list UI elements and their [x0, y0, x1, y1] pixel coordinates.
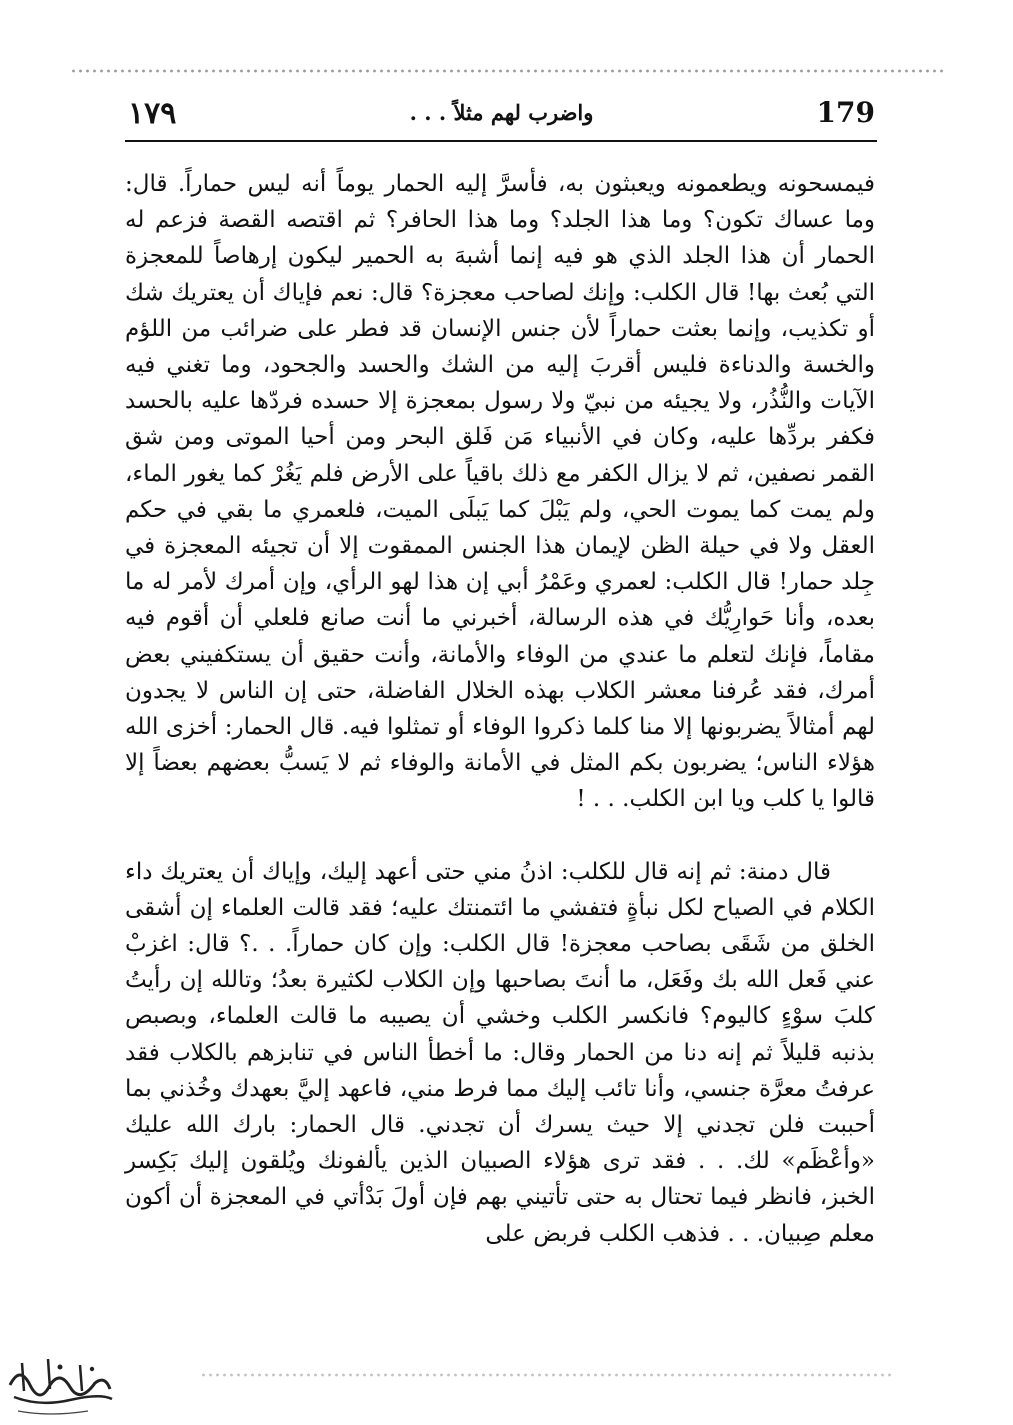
page-number-arabic: ١٧٩ — [128, 96, 177, 131]
paragraph-1: فيمسحونه ويطعمونه ويعبثون به، فأسرَّ إليه الحمار يوماً أنه ليس حماراً. قال: وما عساك تكون؟ وما هذا الجلد؟ وما هذا الحافر؟ ثم اقتصه القصة فزعم له الحمار أن هذا الجلد الذي هو فيه إنما أشبهَ به الحمير ليكون إرهاصاً للمعجزة التي بُعث بها! قال الكلب: وإنك لصاحب معجزة؟ قال: نعم فإياك أن يعتريك شك أو تكذيب، وإنما بعثت حماراً لأن جنس الإنسان قد فطر على ضرائب من اللؤم والخسة والدناءة فليس أقربَ إليه من الشك والحسد والجحود، وما تغني فيه الآيات والنُّذُر، ولا يجيئه من نبيّ ولا رسول بمعجزة إلا حسده فردّها عليه بالحسد فكفر بردِّها عليه، وكان في الأنبياء مَن فَلق البحر ومن أحيا الموتى ومن شق القمر نصفين، ثم لا يزال الكفر مع ذلك باقياً على الأرض فلم يَغُرْ كما يغور الماء، ولم يمت كما يموت الحي، ولم يَبْلَ كما يَبلَى الميت، فلعمري ما بقي في حكم العقل ولا في حيلة الظن لإيمان هذا الجنس الممقوت إلا أن تجيئه المعجزة في جِلد حمار! قال الكلب: لعمري وعَمْرُ أبي إن هذا لهو الرأي، وإن أمرك لأمر له ما بعده، وأنا حَوارِيُّك في هذه الرسالة، أخبرني ما أنت صانع فلعلي أن أقوم فيه مقاماً، فإنك لتعلم ما عندي من الوفاء والأمانة، وأنت حقيق أن يستكفيني بعض أمرك، فقد عُرفنا معشر الكلاب بهذه الخلال الفاضلة، حتى إن الناس لا يجدون لهم أمثالاً يضربونها إلا منا كلما ذكروا الوفاء أو تمثلوا فيه. قال الحمار: أخزى الله هؤلاء الناس؛ يضربون بكم المثل في الأمانة والوفاء ثم لا يَسبُّ بعضهم بعضاً إلا قالوا يا كلب ويا ابن الكلب. . . ! — [125, 171, 875, 813]
header-rule — [125, 140, 877, 142]
top-decorative-dotted-rule — [70, 68, 943, 74]
watermark-logo — [0, 1345, 118, 1425]
page-number-latin: 179 — [816, 96, 875, 129]
page-header — [128, 96, 875, 136]
watermark-calligraphy-icon — [0, 1345, 118, 1425]
bottom-decorative-dotted-rule — [200, 1372, 893, 1378]
page-body — [125, 166, 875, 1252]
running-title: واضرب لهم مثلاً . . . — [409, 100, 594, 125]
paragraph-2: قال دمنة: ثم إنه قال للكلب: اذنُ مني حتى أعهد إليك، وإياك أن يعتريك داء الكلام في الصياح لكل نبأةٍ فتفشي ما ائتمنتك عليه؛ فقد قالت العلماء إن أشقى الخلق من شَقَى بصاحب معجزة! قال الكلب: وإن كان حماراً. . .؟ قال: اغزبْ عني فَعل الله بك وفَعَل، ما أنتَ بصاحبها وإن الكلاب لكثيرة بعدُ؛ وتالله إن رأيتُ كلبَ سوْءٍ كاليوم؟ فانكسر الكلب وخشي أن يصيبه ما قالت العلماء، وبصبص بذنبه قليلاً ثم إنه دنا من الحمار وقال: ما أخطأ الناس في تنابزهم بالكلاب فقد عرفتُ معرَّة جنسي، وأنا تائب إليك مما فرط مني، فاعهد إليَّ بعهدك وخُذني بما أحببت فلن تجدني إلا حيث يسرك أن تجدني. قال الحمار: بارك الله عليك «وأعْظَم» لك. . . فقد ترى هؤلاء الصبيان الذين يألفونك ويُلقون إليك بَكِسر الخبز، فانظر فيما تحتال به حتى تأتيني بهم فإن أولَ بَدْأتي في المعجزة أن أكون معلم صِبيان. . . فذهب الكلب فربض على — [125, 858, 875, 1247]
